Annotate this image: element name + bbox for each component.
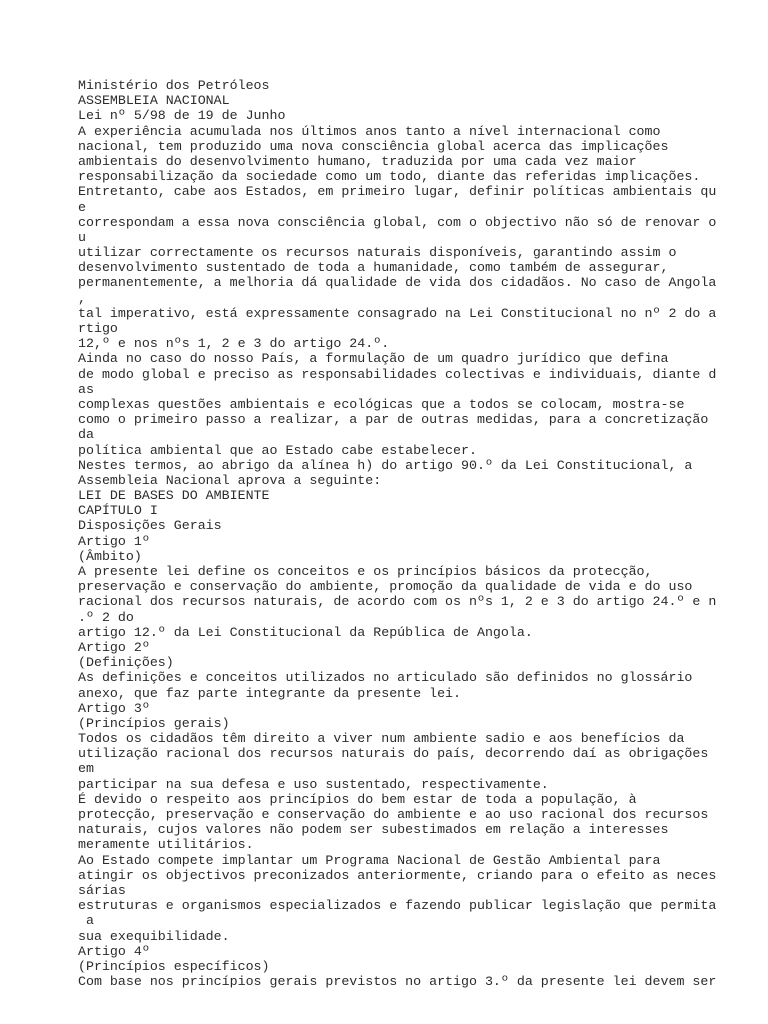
text-line: utilização racional dos recursos naturais do país, decorrendo daí as obrigações [78,746,709,762]
text-line: Artigo 1º [78,533,150,549]
text-line: da [78,427,94,443]
text-line: Ainda no caso do nosso País, a formulação de um quadro jurídico que defina [78,351,669,367]
text-line: utilizar correctamente os recursos naturais disponíveis, garantindo assim o [78,245,677,261]
text-line: ASSEMBLEIA NACIONAL [78,93,230,109]
text-line: Lei nº 5/98 de 19 de Junho [78,108,286,124]
text-line: Ao Estado compete implantar um Programa Nacional de Gestão Ambiental para [78,852,661,868]
text-line: e [78,199,86,215]
text-line: naturais, cujos valores não podem ser subestimados em relação a interesses [78,822,669,838]
text-line: (Princípios específicos) [78,958,270,974]
text-line: CAPÍTULO I [78,503,158,519]
document-page [78,78,768,989]
text-line: participar na sua defesa e uso sustentado, respectivamente. [78,776,549,792]
text-line: complexas questões ambientais e ecológicas que a todos se colocam, mostra-se [78,396,685,412]
text-line: As definições e conceitos utilizados no articulado são definidos no glossário [78,670,693,686]
text-line: atingir os objectivos preconizados anteriormente, criando para o efeito as neces [78,867,717,883]
text-line: Nestes termos, ao abrigo da alínea h) do artigo 90.º da Lei Constitucional, a [78,457,693,473]
text-line: ambientais do desenvolvimento humano, traduzida por uma cada vez maior [78,153,637,169]
text-line: preservação e conservação do ambiente, promoção da qualidade de vida e do uso [78,579,693,595]
text-line: nacional, tem produzido uma nova consciência global acerca das implicações [78,138,669,154]
text-line: tal imperativo, está expressamente consagrado na Lei Constitucional no nº 2 do a [78,305,717,321]
text-line: desenvolvimento sustentado de toda a humanidade, como também de assegurar, [78,260,669,276]
text-line: 12,º e nos nºs 1, 2 e 3 do artigo 24.º. [78,336,390,352]
text-line: sárias [78,882,126,898]
text-line: , [78,290,86,306]
text-line: Disposições Gerais [78,518,222,534]
text-line: Artigo 2º [78,639,150,655]
text-line: sua exequibilidade. [78,928,230,944]
text-line: A presente lei define os conceitos e os princípios básicos da protecção, [78,564,653,579]
text-line: (Âmbito) [78,548,142,564]
text-line: Assembleia Nacional aprova a seguinte: [78,472,382,488]
text-line: A experiência acumulada nos últimos anos tanto a nível internacional como [78,123,661,139]
text-line: como o primeiro passo a realizar, a par de outras medidas, para a concretização [78,412,709,428]
text-line: correspondam a essa nova consciência global, com o objectivo não só de renovar o [78,214,717,230]
text-line: de modo global e preciso as responsabilidades colectivas e individuais, diante d [78,366,717,382]
text-line: as [78,381,94,397]
text-line: É devido o respeito aos princípios do bem estar de toda a população, à [78,791,637,807]
text-line: Com base nos princípios gerais previstos no artigo 3.º da presente lei devem ser [78,974,717,990]
text-line: meramente utilitários. [78,837,254,853]
text-line: estruturas e organismos especializados e fazendo publicar legislação que permita [78,898,717,914]
text-line: (Princípios gerais) [78,715,230,731]
text-line: Todos os cidadãos têm direito a viver num ambiente sadio e aos benefícios da [78,731,685,747]
text-line: protecção, preservação e conservação do ambiente e ao uso racional dos recursos [78,807,709,822]
text-line: racional dos recursos naturais, de acordo com os nºs 1, 2 e 3 do artigo 24.º e n [78,594,717,610]
text-line: Entretanto, cabe aos Estados, em primeiro lugar, definir políticas ambientais qu [78,184,717,200]
text-line: política ambiental que ao Estado cabe estabelecer. [78,442,477,458]
text-line: a [78,913,94,929]
text-line: u [78,229,86,245]
text-line: em [78,761,94,777]
text-line: .º 2 do [78,609,134,625]
text-line: responsabilização da sociedade como um todo, diante das referidas implicações. [78,169,701,185]
text-line: anexo, que faz parte integrante da presente lei. [78,685,462,701]
text-line: LEI DE BASES DO AMBIENTE [78,488,270,504]
text-line: permanentemente, a melhoria dá qualidade de vida dos cidadãos. No caso de Angola [78,275,717,291]
text-line: Artigo 4º [78,943,150,959]
text-line: Ministério dos Petróleos [78,78,270,93]
text-line: artigo 12.º da Lei Constitucional da República de Angola. [78,624,533,640]
text-line: rtigo [78,321,118,336]
text-line: (Definições) [78,655,174,671]
text-line: Artigo 3º [78,700,150,716]
